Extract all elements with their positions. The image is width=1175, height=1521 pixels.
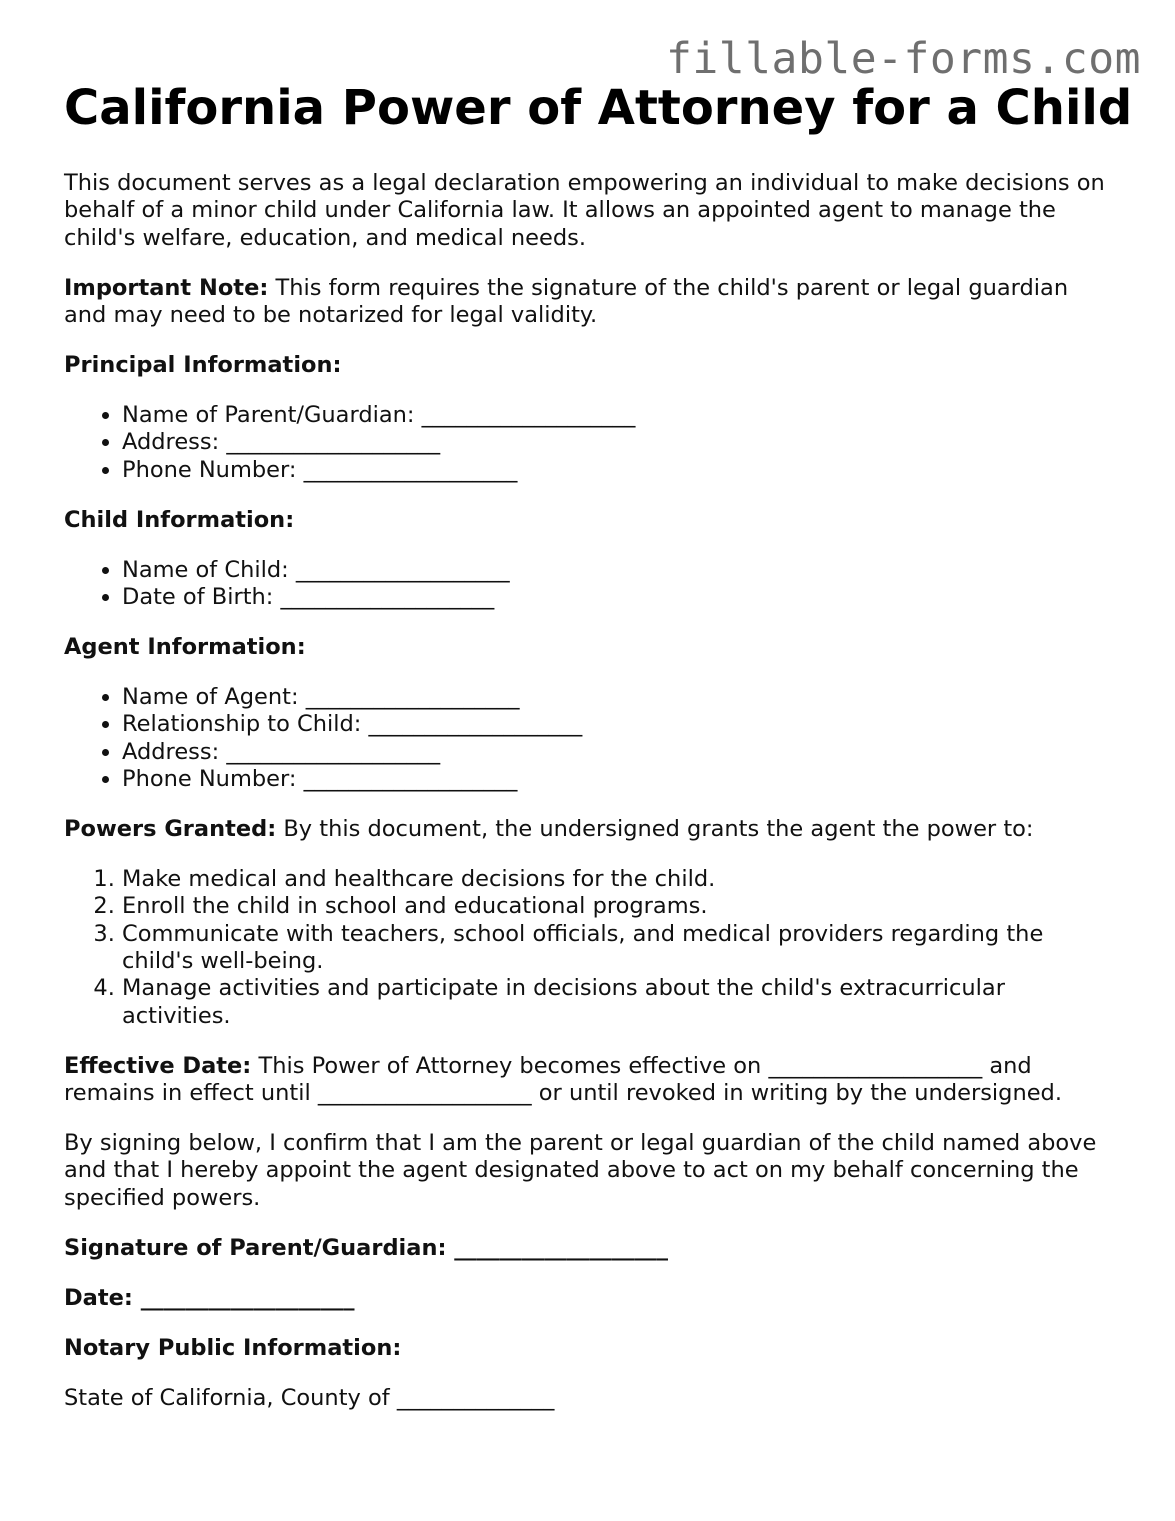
important-note-paragraph [64,275,1109,330]
agent-address-field[interactable]: • Address: ___________________ [122,739,1109,766]
power-item-communicate: 3. Communicate with teachers, school officials, and medical providers regarding the child's well-being. [122,921,1109,976]
power-item-school: 2. Enroll the child in school and educational programs. [122,893,1109,920]
county-field[interactable]: State of California, County of ______________ [64,1384,555,1411]
parent-address-field[interactable]: • Address: ___________________ [122,429,1109,456]
important-note-text: This form requires the signature of the child's parent or legal guardian and may need to be notarized for legal validity. [64,274,1069,329]
agent-name-field[interactable]: • Name of Agent: ___________________ [122,684,1109,711]
agent-heading: Agent Information: [64,633,306,660]
notary-heading: Notary Public Information: [64,1334,402,1361]
principal-fields-list [64,402,1109,484]
signature-field[interactable]: Signature of Parent/Guardian: ___________________ [64,1234,669,1261]
child-fields-list [64,557,1109,612]
watermark-logo: fillable-forms.com [666,34,1141,84]
effective-date-label: Effective Date: [64,1052,252,1079]
effective-date-text: This Power of Attorney becomes effective on ___________________ and remains in effect until ___________________ or until revoked in writing by the undersigned. [64,1052,1062,1107]
document-body [64,170,1109,1434]
document-title: California Power of Attorney for a Child [64,80,1133,136]
effective-date-paragraph[interactable] [64,1053,1109,1108]
agent-relationship-field[interactable]: • Relationship to Child: ___________________ [122,711,1109,738]
parent-phone-field[interactable]: • Phone Number: ___________________ [122,457,1109,484]
child-heading: Child Information: [64,506,295,533]
agent-fields-list [64,684,1109,794]
date-field[interactable]: Date: ___________________ [64,1284,355,1311]
powers-label: Powers Granted: [64,815,277,842]
powers-text: By this document, the undersigned grants the agent the power to: [276,815,1034,842]
child-name-field[interactable]: • Name of Child: ___________________ [122,557,1109,584]
child-dob-field[interactable]: • Date of Birth: ___________________ [122,584,1109,611]
intro-paragraph: This document serves as a legal declaration empowering an individual to make decisions on behalf of a minor child under California law. It allows an appointed agent to manage the child's welfare, education, and medical needs. [64,170,1105,251]
power-item-activities: 4. Manage activities and participate in decisions about the child's extracurricular activities. [122,975,1109,1030]
important-note-label: Important Note: [64,274,269,301]
confirmation-paragraph: By signing below, I confirm that I am the parent or legal guardian of the child named above and that I hereby appoint the agent designated above to act on my behalf concerning the specified powers. [64,1130,1097,1211]
agent-phone-field[interactable]: • Phone Number: ___________________ [122,766,1109,793]
powers-list [64,866,1109,1030]
parent-name-field[interactable]: • Name of Parent/Guardian: ___________________ [122,402,1109,429]
principal-heading: Principal Information: [64,352,342,379]
powers-paragraph [64,816,1109,843]
power-item-medical: 1. Make medical and healthcare decisions for the child. [122,866,1109,893]
